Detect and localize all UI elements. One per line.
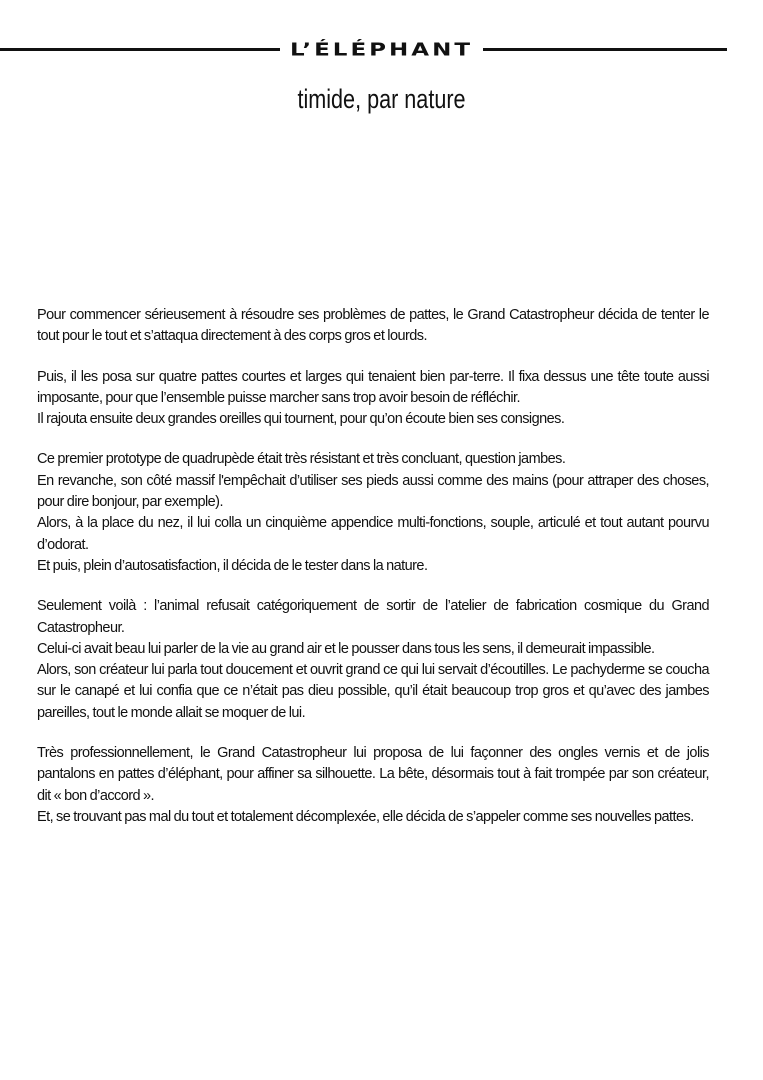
paragraph-line: Pour commencer sérieusement à résoudre ses problèmes de pattes, le Grand Catastropheur décida de tenter le tout pour le tout et s’attaqua directement à des corps gros et lourds. (37, 307, 709, 345)
page-title (0, 39, 763, 61)
paragraph-line: Seulement voilà : l’animal refusait catégoriquement de sortir de l’atelier de fabrication cosmique du Grand Catastropheur. (37, 598, 709, 636)
body-text (37, 305, 709, 847)
title-row (0, 36, 763, 66)
paragraph (37, 743, 709, 828)
paragraph-line: Et, se trouvant pas mal du tout et totalement décomplexée, elle décida de s’appeler comme ses nouvelles pattes. (37, 808, 694, 825)
paragraph-line: Ce premier prototype de quadrupède était très résistant et très concluant, question jambes. (37, 451, 566, 468)
paragraph-line: Celui-ci avait beau lui parler de la vie au grand air et le pousser dans tous les sens, il demeurait impassible. (37, 640, 655, 657)
paragraph (37, 305, 709, 348)
paragraph-line: Puis, il les posa sur quatre pattes courtes et larges qui tenaient bien par-terre. Il fixa dessus une tête toute aussi imposante, pour que l’ensemble puisse marcher sans trop avoir besoin de réfléchir. (37, 368, 709, 406)
paragraph-line: Il rajouta ensuite deux grandes oreilles qui tournent, pour qu’on écoute bien ses consignes. (37, 411, 565, 428)
paragraph-line: Alors, son créateur lui parla tout doucement et ouvrit grand ce qui lui servait d’écoutilles. Le pachyderme se coucha sur le canapé et lui confia que ce n’était pas dieu possible, qu’il était beaucoup trop gros et qu’avec des jambes pareilles, tout le monde allait se moquer de lui. (37, 662, 709, 721)
paragraph-line: En revanche, son côté massif l'empêchait d’utiliser ses pieds aussi comme des mains (pour attraper des choses, pour dire bonjour, par exemple). (37, 472, 709, 511)
page-title-text: L’ÉLÉPHANT (280, 40, 483, 60)
paragraph-line: Très professionnellement, le Grand Catastropheur lui proposa de lui façonner des ongles vernis et de jolis pantalons en pattes d’éléphant, pour affiner sa silhouette. La bête, désormais tout à fait trompée par son créateur, dit « bon d’accord ». (37, 745, 709, 804)
paragraph-line: Alors, à la place du nez, il lui colla un cinquième appendice multi-fonctions, souple, articulé et tout autant pourvu d’odorat. (37, 515, 709, 553)
paragraph (37, 596, 709, 724)
paragraph (37, 367, 709, 431)
paragraph (37, 449, 709, 577)
page-subtitle: timide, par nature (297, 84, 466, 114)
paragraph-line: Et puis, plein d’autosatisfaction, il décida de le tester dans la nature. (37, 557, 428, 574)
